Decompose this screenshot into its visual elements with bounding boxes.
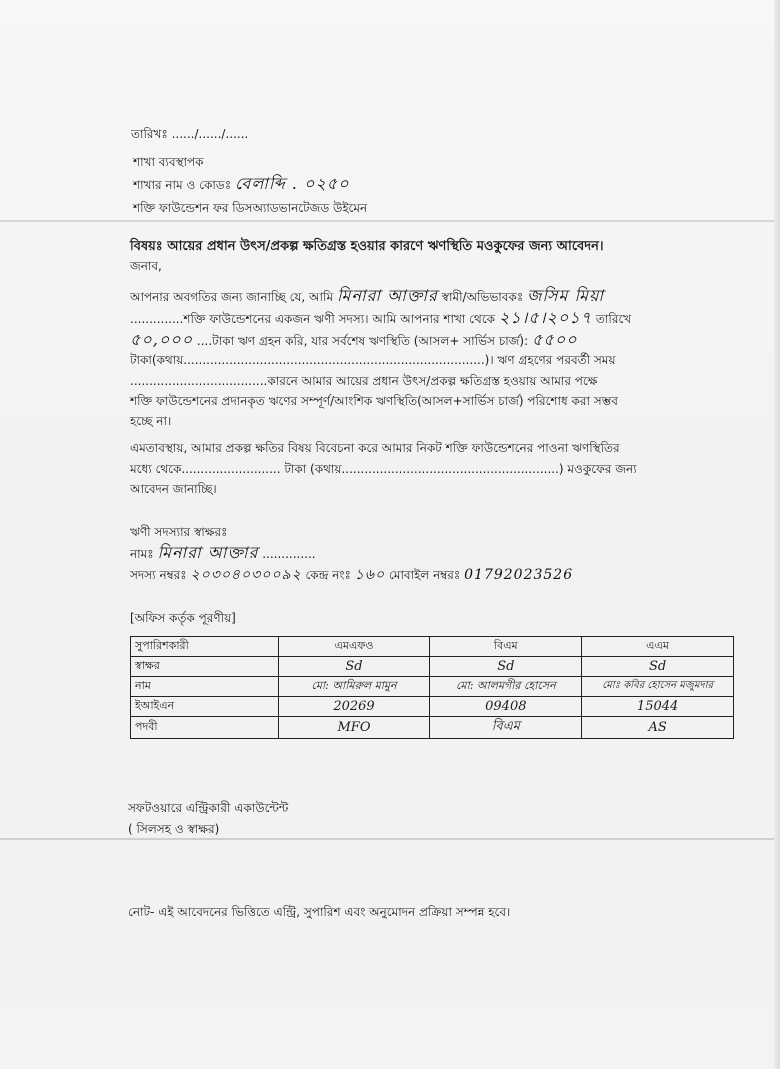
- table-row: [131, 657, 734, 677]
- table-cell: বিএম: [430, 717, 582, 739]
- table-header-cell: বিএম: [430, 637, 582, 657]
- member-name-line: [130, 545, 316, 562]
- para1-line6: শক্তি ফাউন্ডেশনের প্রদানকৃত ঋণের সম্পূর্ণ/আংশিক ঋণস্থিতি(আসল+সার্ভিস চার্জ) পরিশোধ করা সম্ভব: [130, 394, 618, 408]
- branch-label: শাখার নাম ও কোডঃ: [133, 178, 232, 192]
- table-cell: মো: আমিরুল মামুন: [278, 677, 430, 697]
- signature-cell: Sd: [278, 657, 430, 677]
- table-cell: নাম: [131, 677, 279, 697]
- date-line: তারিখঃ ....../....../......: [131, 127, 249, 141]
- guardian-label: স্বামী/অভিভাবকঃ: [441, 290, 524, 304]
- member-name-label: নামঃ: [130, 547, 154, 561]
- para1-text-l2b: তারিখে: [595, 312, 632, 326]
- subject-line: বিষয়ঃ আয়ের প্রধান উৎস/প্রকল্প ক্ষতিগ্রস্ত হওয়ার কারণে ঋণস্থিতি মওকুফের জন্য আবেদন।: [130, 239, 604, 254]
- branch-line: [133, 176, 350, 193]
- table-row: [131, 717, 734, 739]
- mobile-label: মোবাইল নম্বরঃ: [388, 568, 461, 582]
- signature-cell: Sd: [430, 657, 582, 677]
- center-label: কেন্দ্র নংঃ: [305, 568, 351, 582]
- table-header-cell: সুপারিশকারী: [131, 637, 279, 657]
- para1-line3: [130, 332, 578, 349]
- table-header-cell: এএম: [582, 637, 734, 657]
- software-seal-label: ( সিলসহ ও স্বাক্ষর): [128, 822, 220, 836]
- member-number-label: সদস্য নম্বরঃ: [130, 568, 187, 582]
- member-name-handwritten: মিনারা আক্তার: [157, 543, 259, 562]
- para1-text-l2: ..............শক্তি ফাউন্ডেশনের একজন ঋণী সদস্য। আমি আপনার শাখা থেকে: [130, 312, 496, 326]
- para1-line4: টাকা(কথায়...............................................................................)। ঋণ গ্রহণের পরবর্তী সময়: [130, 353, 616, 367]
- guardian-handwritten: জসিম মিয়া: [527, 286, 605, 305]
- software-entry-label: সফটওয়ারে এন্ট্রিকারী একাউন্টেন্ট: [128, 801, 289, 815]
- member-sign-label: ঋণী সদস্যার স্বাক্ষরঃ: [130, 525, 228, 539]
- member-name-dots: ..............: [262, 547, 316, 561]
- footer-note: নোট- এই আবেদনের ভিত্তিতে এন্ট্রি, সুপারিশ এবং অনুমোদন প্রক্রিয়া সম্পন্ন হবে।: [128, 905, 511, 919]
- table-row: [131, 697, 734, 717]
- paper-fold-line-lower: [0, 838, 780, 840]
- para1-line5: ....................................কারনে আমার আয়ের প্রধান উৎস/প্রকল্প ক্ষতিগ্রস্ত হওয়ায় আমার পক্ষে: [130, 374, 598, 388]
- member-number-handwritten: ২০৩০৪০৩০০৯২: [190, 567, 302, 583]
- para2-line1: এমতাবস্থায়, আমার প্রকল্প ক্ষতির বিষয় বিবেচনা করে আমার নিকট শক্তি ফাউন্ডেশনের পাওনা ঋণস্থিতির: [130, 441, 620, 455]
- table-cell: 09408: [430, 697, 582, 717]
- para1-text-a: আপনার অবগতির জন্য জানাচ্ছি যে, আমি: [130, 290, 334, 304]
- paper-fold-line: [0, 220, 780, 222]
- table-cell: 20269: [278, 697, 430, 717]
- organization-name: শক্তি ফাউন্ডেশন ফর ডিসঅ্যাডভানটেজড উইমেন: [133, 201, 368, 215]
- mobile-handwritten: 01792023526: [464, 567, 574, 583]
- member-number-line: [130, 567, 573, 583]
- para1-line1: [130, 288, 604, 305]
- signature-cell: Sd: [582, 657, 734, 677]
- loan-balance-handwritten: ৫৫০০: [531, 330, 578, 349]
- applicant-name-handwritten: মিনারা আক্তার: [336, 286, 438, 305]
- table-cell: মো: আলমগীর হোসেন: [430, 677, 582, 697]
- table-cell: ইআইএন: [131, 697, 279, 717]
- paper-edge: [774, 0, 780, 1069]
- table-header-row: [131, 637, 734, 657]
- table-cell: AS: [582, 717, 734, 739]
- table-cell: 15044: [582, 697, 734, 717]
- branch-handwritten: বেলাব্দি . ০২৫০: [234, 174, 350, 193]
- table-header-cell: এমএফও: [278, 637, 430, 657]
- recommendation-table: [130, 636, 734, 739]
- center-handwritten: ১৬০: [354, 567, 386, 583]
- table-row: [131, 677, 734, 697]
- loan-date-handwritten: ২১।৫।২০১৭: [498, 308, 593, 327]
- table-cell: মোঃ কবির হোসেন মজুমদার: [582, 677, 734, 697]
- salutation: জনাব,: [130, 259, 162, 273]
- para1-line2: [130, 310, 631, 327]
- office-use-label: [অফিস কর্তৃক পূরণীয়]: [130, 611, 236, 625]
- loan-amount-handwritten: ৫০,০০০: [130, 330, 194, 349]
- recipient-title: শাখা ব্যবস্থাপক: [133, 155, 204, 169]
- table-cell: পদবী: [131, 717, 279, 739]
- para2-line2: মধ্যে থেকে.......................... টাকা (কথায়.........................................................) মওকুফের জন্য: [130, 462, 637, 476]
- table-cell: স্বাক্ষর: [131, 657, 279, 677]
- para2-line3: আবেদন জানাচ্ছি।: [130, 482, 217, 496]
- table-cell: MFO: [278, 717, 430, 739]
- para1-text-l3: ....টাকা ঋণ গ্রহন করি, যার সর্বশেষ ঋণস্থিতি (আসল+ সার্ভিস চার্জ):: [196, 334, 529, 348]
- para1-line7: হচ্ছে না।: [130, 414, 172, 428]
